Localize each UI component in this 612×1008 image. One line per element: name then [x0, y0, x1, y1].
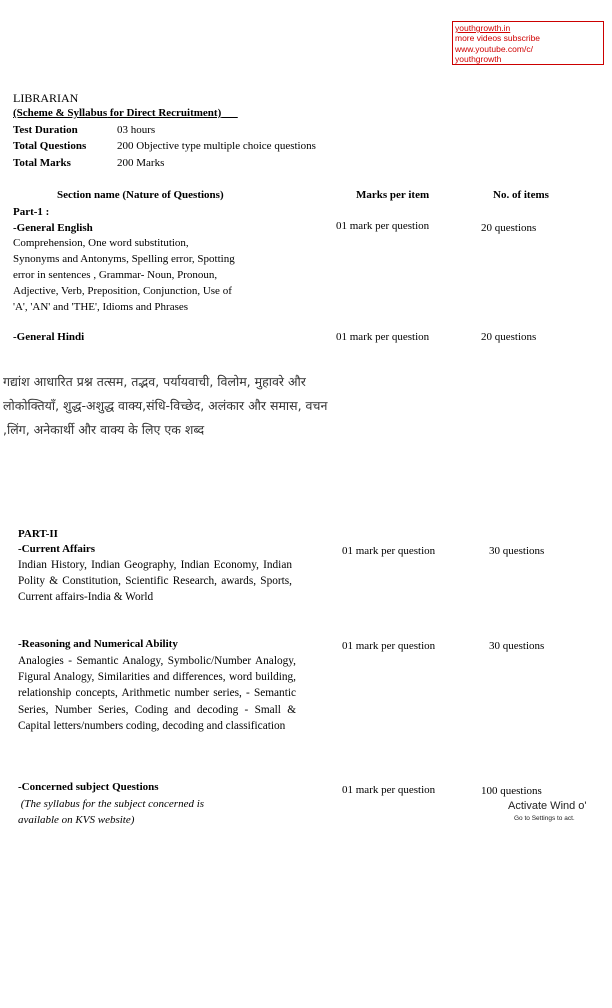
duration-value: 03 hours — [117, 124, 156, 136]
questions-label: Total Questions — [13, 140, 87, 152]
header-items: No. of items — [493, 189, 549, 201]
reasoning-text: Analogies - Semantic Analogy, Symbolic/Number Analogy, Figural Analogy, Similarities and differences, word building, relationship concepts, Arithmetic number series, - Semantic Series, Number Series, Coding and decoding - Small & Capital letters/numbers coding, decoding and classification — [18, 655, 296, 732]
english-line-4: Adjective, Verb, Preposition, Conjunction, Use of — [13, 285, 232, 297]
subtitle-underlined: (Scheme & Syllabus — [13, 107, 108, 119]
hindi-syllabus-text: गद्यांश आधारित प्रश्न तत्सम, तद्भव, पर्यायवाची, विलोम, मुहावरे और लोकोक्तियाँ, शुद्ध-अशुद्ध वाक्य,संधि-विच्छेद, अलंकार और समास, वचन ,लिंग, अनेकार्थी और वाक्य के लिए एक शब्द — [3, 374, 328, 437]
watermark-site-link[interactable]: youthgrowth.in — [455, 23, 511, 33]
english-line-1: Comprehension, One word substitution, — [13, 237, 189, 249]
current-affairs-marks: 01 mark per question — [342, 545, 436, 557]
watermark-box — [452, 21, 604, 65]
reasoning-items: 30 questions — [489, 640, 545, 652]
header-section: Section name (Nature of Questions) — [57, 189, 224, 201]
reasoning-title: -Reasoning and Numerical Ability — [18, 638, 178, 650]
subject-marks: 01 mark per question — [342, 784, 436, 796]
english-line-3: error in sentences , Grammar- Noun, Pronoun, — [13, 269, 218, 281]
subtitle-trail — [221, 107, 238, 119]
document-subtitle — [13, 107, 238, 119]
marks-value: 200 Marks — [117, 157, 165, 169]
hindi-items: 20 questions — [481, 331, 537, 343]
part2-label: PART-II — [18, 528, 58, 540]
marks-label: Total Marks — [13, 157, 71, 169]
english-line-5: 'A', 'AN' and 'THE', Idioms and Phrases — [13, 301, 189, 313]
part1-label: Part-1 : — [13, 206, 50, 218]
subject-title: -Concerned subject Questions — [18, 781, 159, 793]
header-marks: Marks per item — [356, 189, 430, 201]
hindi-title: -General Hindi — [13, 331, 85, 343]
questions-value: 200 Objective type multiple choice questions — [117, 140, 316, 152]
watermark-line3: www.youtube.com/c/ — [455, 43, 533, 54]
english-marks: 01 mark per question — [336, 220, 430, 232]
current-affairs-items: 30 questions — [489, 545, 545, 557]
english-items: 20 questions — [481, 222, 537, 234]
current-affairs-text: Indian History, Indian Geography, Indian Economy, Indian Polity & Constitution, Scientific Research, awards, Sports, Current affairs-India & World — [18, 559, 292, 604]
english-title: -General English — [13, 222, 93, 234]
duration-label: Test Duration — [13, 124, 78, 136]
activate-windows-text: Activate Wind o' — [508, 800, 587, 812]
document-title: LIBRARIAN — [13, 91, 79, 105]
subject-note-line1: (The syllabus for the subject concerned is — [18, 798, 205, 810]
hindi-marks: 01 mark per question — [336, 331, 430, 343]
reasoning-marks: 01 mark per question — [342, 640, 436, 652]
current-affairs-title: -Current Affairs — [18, 543, 96, 555]
watermark-line4: youthgrowth — [455, 54, 502, 65]
activate-windows-subtext: Go to Settings to act. — [514, 815, 575, 822]
subject-note-line2: available on KVS website) — [18, 814, 135, 826]
english-line-2: Synonyms and Antonyms, Spelling error, Spotting — [13, 253, 235, 265]
subtitle-rest: for Direct Recruitment) — [107, 107, 222, 119]
watermark-line2: more videos subscribe — [455, 33, 541, 44]
subject-items: 100 questions — [481, 785, 542, 797]
